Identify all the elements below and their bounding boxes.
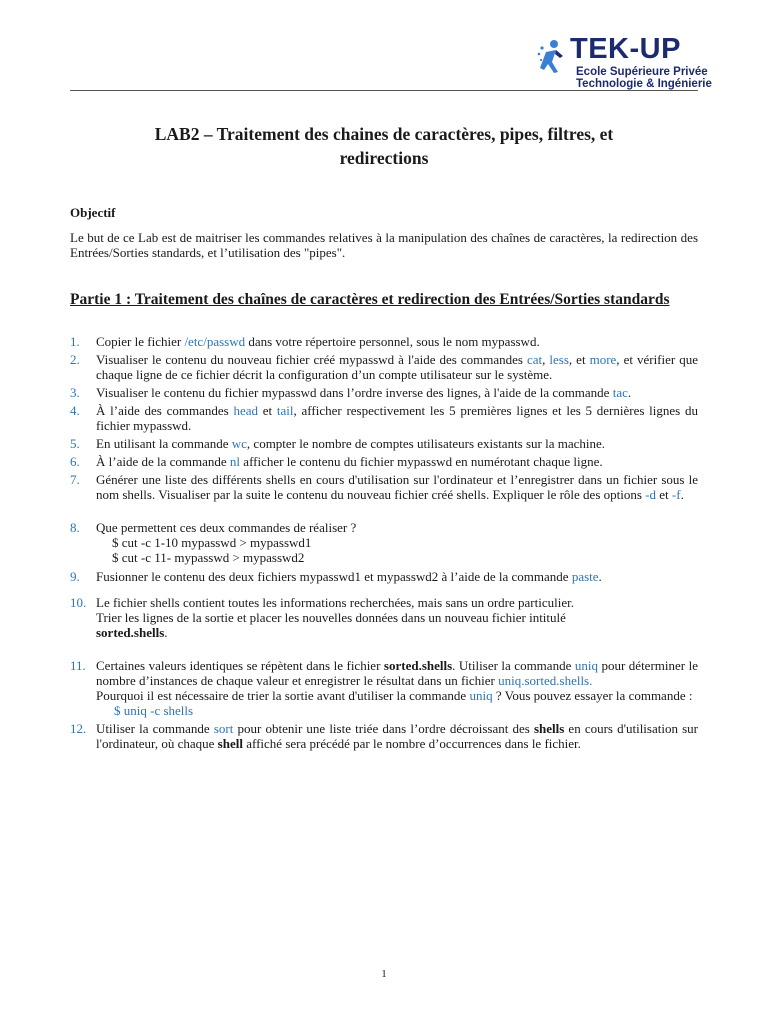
objective-heading: Objectif bbox=[70, 205, 116, 220]
task-text: À l’aide des commandes bbox=[96, 403, 234, 418]
logo-subtitle-2: Technologie & Ingénierie bbox=[576, 78, 712, 90]
tekup-logo bbox=[536, 33, 712, 90]
task-number: 11. bbox=[70, 658, 86, 673]
task-text: Visualiser le contenu du fichier mypasswd dans l’ordre inverse des lignes, à l'aide de la commande bbox=[96, 385, 613, 400]
task-number: 8. bbox=[70, 520, 80, 535]
task-text: Trier les lignes de la sortie et placer les nouvelles données dans un nouveau fichier intitulé bbox=[96, 610, 566, 625]
task-number: 4. bbox=[70, 403, 80, 418]
task-text: Pourquoi il est nécessaire de trier la sortie avant d'utiliser la commande bbox=[96, 688, 470, 703]
task-text: pour obtenir une liste triée dans l’ordre décroissant des bbox=[233, 721, 534, 736]
command-text: more bbox=[589, 352, 617, 367]
keyword-bold: shell bbox=[217, 736, 243, 751]
filename-bold: sorted.shells bbox=[383, 658, 453, 673]
task-text: , compter le nombre de comptes utilisateurs existants sur la machine. bbox=[246, 436, 606, 451]
command-text: tac bbox=[612, 385, 628, 400]
command-text: /etc/passwd bbox=[184, 334, 246, 349]
command-text: uniq bbox=[469, 688, 493, 703]
keyword-bold: shells bbox=[533, 721, 565, 736]
task-text: En utilisant la commande bbox=[96, 436, 232, 451]
task-item-5 bbox=[70, 436, 698, 451]
task-list bbox=[70, 334, 698, 751]
task-text: . bbox=[680, 487, 684, 502]
task-text: , afficher respectivement les 5 premières lignes et les 5 dernières lignes du fichier mypasswd. bbox=[96, 403, 698, 433]
task-text: . Utiliser la commande bbox=[452, 658, 575, 673]
task-text: Utiliser la commande bbox=[96, 721, 214, 736]
command-text: cat bbox=[526, 352, 543, 367]
task-text: dans votre répertoire personnel, sous le nom mypasswd. bbox=[245, 334, 540, 349]
logo-subtitle-1: Ecole Supérieure Privée bbox=[576, 66, 708, 78]
task-number: 1. bbox=[70, 334, 80, 349]
command-text: wc bbox=[231, 436, 247, 451]
task-text: affiché sera précédé par le nombre d’occurrences dans le fichier. bbox=[242, 736, 581, 751]
task-number: 2. bbox=[70, 352, 80, 367]
task-item-8 bbox=[70, 520, 698, 565]
task-item-3 bbox=[70, 385, 698, 400]
task-item-7 bbox=[70, 472, 698, 502]
task-text: Copier le fichier bbox=[96, 334, 185, 349]
task-number: 3. bbox=[70, 385, 80, 400]
task-text: Visualiser le contenu du nouveau fichier créé mypasswd à l'aide des commandes bbox=[96, 352, 527, 367]
task-text: ? Vous pouvez essayer la commande : bbox=[492, 688, 693, 703]
command-text: paste bbox=[571, 569, 599, 584]
document-title bbox=[70, 122, 698, 170]
task-item-1 bbox=[70, 334, 698, 349]
filename-bold: sorted.shells bbox=[96, 625, 165, 640]
code-line: $ uniq -c shells bbox=[114, 703, 194, 718]
command-text: nl bbox=[229, 454, 241, 469]
task-item-4 bbox=[70, 403, 698, 433]
task-item-9 bbox=[70, 569, 698, 584]
part1-heading: Partie 1 : Traitement des chaînes de caractères et redirection des Entrées/Sorties standards bbox=[70, 291, 670, 308]
task-item-6 bbox=[70, 454, 698, 469]
command-text: head bbox=[233, 403, 258, 418]
task-item-10 bbox=[70, 595, 698, 640]
task-number: 9. bbox=[70, 569, 80, 584]
task-text: Fusionner le contenu des deux fichiers mypasswd1 et mypasswd2 à l’aide de la commande bbox=[96, 569, 572, 584]
command-text: sort bbox=[213, 721, 234, 736]
header-divider bbox=[70, 90, 698, 91]
task-text: , et vérifier que chaque ligne de ce fichier décrit la configuration d’un compte utilisateur sur le système. bbox=[96, 352, 699, 382]
task-text: , bbox=[542, 352, 550, 367]
task-text: pour déterminer le nombre d’instances de chaque valeur et enregistrer le résultat dans un fichier bbox=[96, 658, 698, 688]
title-line-1: LAB2 – Traitement des chaines de caractères, pipes, filtres, et bbox=[154, 124, 614, 144]
command-text: tail bbox=[276, 403, 294, 418]
runner-logo-icon bbox=[536, 38, 566, 78]
command-text: less bbox=[549, 352, 569, 367]
task-text: en cours d'utilisation sur l'ordinateur, où chaque bbox=[96, 721, 698, 751]
command-text: -d bbox=[645, 487, 657, 502]
title-line-2: redirections bbox=[339, 148, 429, 168]
command-text: uniq bbox=[574, 658, 598, 673]
task-text: À l’aide de la commande bbox=[96, 454, 230, 469]
command-text: -f bbox=[671, 487, 681, 502]
page-number: 1 bbox=[381, 968, 387, 980]
logo-title: TEK-UP bbox=[570, 33, 681, 65]
task-text: Générer une liste des différents shells en cours d'utilisation sur l'ordinateur et l’enregistrer dans un fichier sous le nom shells. Visualiser par la suite le contenu du nouveau fichier créé shells. Expliquer le rôle des options bbox=[96, 472, 698, 502]
task-number: 5. bbox=[70, 436, 80, 451]
task-text: , et bbox=[568, 352, 590, 367]
task-number: 10. bbox=[70, 595, 87, 610]
command-text: uniq.sorted.shells. bbox=[498, 673, 593, 688]
objective-text: Le but de ce Lab est de maitriser les commandes relatives à la manipulation des chaînes de caractères, la redirection des Entrées/Sorties standards, et l’utilisation des "pipes". bbox=[70, 230, 698, 260]
task-text: . bbox=[598, 569, 602, 584]
task-text: Certaines valeurs identiques se répètent dans le fichier bbox=[96, 658, 384, 673]
task-number: 12. bbox=[70, 721, 87, 736]
task-text: . bbox=[627, 385, 632, 400]
task-item-11 bbox=[70, 658, 698, 718]
code-line: $ cut -c 11- mypasswd > mypasswd2 bbox=[112, 550, 305, 565]
task-text: Le fichier shells contient toutes les informations recherchées, mais sans un ordre particulier. bbox=[96, 595, 574, 610]
code-line: $ cut -c 1-10 mypasswd > mypasswd1 bbox=[112, 535, 312, 550]
task-text: et bbox=[258, 403, 277, 418]
task-number: 6. bbox=[70, 454, 80, 469]
task-text: Que permettent ces deux commandes de réaliser ? bbox=[96, 520, 357, 535]
task-text: et bbox=[656, 487, 672, 502]
task-item-2 bbox=[70, 352, 698, 382]
task-text: . bbox=[164, 625, 168, 640]
task-number: 7. bbox=[70, 472, 80, 487]
task-item-12 bbox=[70, 721, 698, 751]
task-text: afficher le contenu du fichier mypasswd en numérotant chaque ligne. bbox=[240, 454, 603, 469]
